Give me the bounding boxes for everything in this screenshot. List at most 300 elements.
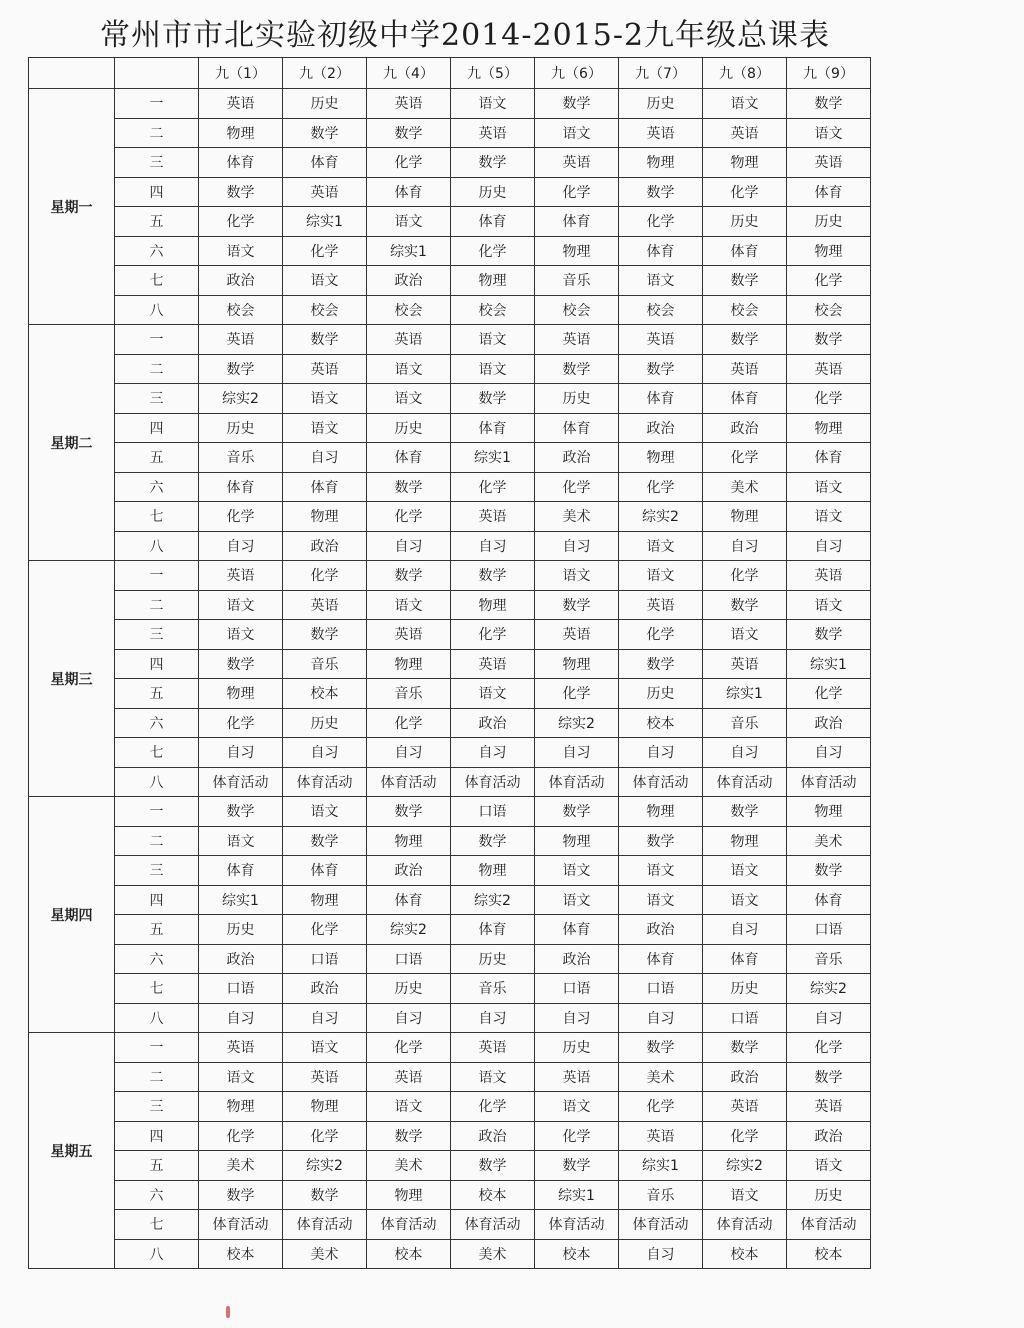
subject-cell: 英语 — [703, 118, 787, 148]
subject-cell: 物理 — [199, 679, 283, 709]
subject-cell: 音乐 — [787, 944, 871, 974]
period-label: 七 — [115, 502, 199, 532]
subject-cell: 综实1 — [703, 679, 787, 709]
period-label: 六 — [115, 236, 199, 266]
subject-cell: 体育活动 — [367, 767, 451, 797]
subject-cell: 数学 — [199, 177, 283, 207]
subject-cell: 语文 — [535, 118, 619, 148]
subject-cell: 物理 — [283, 502, 367, 532]
subject-cell: 英语 — [451, 502, 535, 532]
period-row — [29, 590, 871, 620]
subject-cell: 英语 — [199, 325, 283, 355]
subject-cell: 政治 — [283, 531, 367, 561]
period-row — [29, 118, 871, 148]
subject-cell: 语文 — [787, 472, 871, 502]
subject-cell: 物理 — [199, 1092, 283, 1122]
subject-cell: 美术 — [367, 1151, 451, 1181]
subject-cell: 英语 — [787, 354, 871, 384]
subject-cell: 物理 — [703, 502, 787, 532]
subject-cell: 自习 — [787, 738, 871, 768]
subject-cell: 校本 — [787, 1239, 871, 1269]
subject-cell: 体育 — [451, 413, 535, 443]
subject-cell: 化学 — [199, 1121, 283, 1151]
subject-cell: 综实2 — [619, 502, 703, 532]
class-header: 九（6） — [535, 58, 619, 89]
subject-cell: 物理 — [367, 1180, 451, 1210]
subject-cell: 校本 — [703, 1239, 787, 1269]
subject-cell: 语文 — [787, 1151, 871, 1181]
period-label: 一 — [115, 1033, 199, 1063]
period-row — [29, 413, 871, 443]
subject-cell: 数学 — [703, 325, 787, 355]
subject-cell: 数学 — [367, 561, 451, 591]
period-label: 二 — [115, 354, 199, 384]
subject-cell: 综实2 — [199, 384, 283, 414]
subject-cell: 音乐 — [283, 649, 367, 679]
subject-cell: 物理 — [367, 826, 451, 856]
subject-cell: 校会 — [787, 295, 871, 325]
subject-cell: 语文 — [787, 118, 871, 148]
subject-cell: 语文 — [199, 1062, 283, 1092]
subject-cell: 物理 — [451, 856, 535, 886]
subject-cell: 自习 — [703, 738, 787, 768]
subject-cell: 英语 — [283, 177, 367, 207]
period-label: 四 — [115, 885, 199, 915]
subject-cell: 体育 — [619, 944, 703, 974]
subject-cell: 语文 — [367, 384, 451, 414]
subject-cell: 综实2 — [367, 915, 451, 945]
subject-cell: 语文 — [367, 354, 451, 384]
subject-cell: 语文 — [199, 620, 283, 650]
subject-cell: 物理 — [619, 797, 703, 827]
subject-cell: 政治 — [199, 266, 283, 296]
subject-cell: 英语 — [367, 325, 451, 355]
subject-cell: 政治 — [619, 413, 703, 443]
subject-cell: 数学 — [451, 826, 535, 856]
subject-cell: 语文 — [283, 413, 367, 443]
subject-cell: 政治 — [451, 708, 535, 738]
subject-cell: 数学 — [367, 472, 451, 502]
subject-cell: 校本 — [535, 1239, 619, 1269]
subject-cell: 体育活动 — [199, 767, 283, 797]
subject-cell: 自习 — [535, 531, 619, 561]
subject-cell: 物理 — [535, 826, 619, 856]
period-label: 五 — [115, 915, 199, 945]
period-label: 一 — [115, 89, 199, 119]
subject-cell: 化学 — [619, 472, 703, 502]
period-label: 八 — [115, 531, 199, 561]
subject-cell: 语文 — [787, 590, 871, 620]
subject-cell: 数学 — [619, 1033, 703, 1063]
subject-cell: 语文 — [535, 885, 619, 915]
subject-cell: 校本 — [451, 1180, 535, 1210]
period-label: 八 — [115, 767, 199, 797]
subject-cell: 历史 — [451, 944, 535, 974]
period-label: 一 — [115, 797, 199, 827]
subject-cell: 语文 — [787, 502, 871, 532]
period-row — [29, 915, 871, 945]
subject-cell: 英语 — [283, 590, 367, 620]
period-row — [29, 531, 871, 561]
subject-cell: 体育 — [199, 148, 283, 178]
subject-cell: 美术 — [199, 1151, 283, 1181]
subject-cell: 物理 — [451, 590, 535, 620]
subject-cell: 音乐 — [703, 708, 787, 738]
period-row — [29, 1151, 871, 1181]
subject-cell: 自习 — [787, 1003, 871, 1033]
period-label: 二 — [115, 590, 199, 620]
subject-cell: 语文 — [619, 885, 703, 915]
subject-cell: 自习 — [367, 1003, 451, 1033]
subject-cell: 化学 — [703, 561, 787, 591]
header-row — [29, 58, 871, 89]
period-row — [29, 325, 871, 355]
period-label: 八 — [115, 1003, 199, 1033]
period-row — [29, 1121, 871, 1151]
period-row — [29, 1239, 871, 1269]
subject-cell: 数学 — [367, 797, 451, 827]
subject-cell: 数学 — [367, 118, 451, 148]
subject-cell: 数学 — [199, 354, 283, 384]
subject-cell: 物理 — [787, 413, 871, 443]
subject-cell: 化学 — [535, 177, 619, 207]
subject-cell: 政治 — [451, 1121, 535, 1151]
subject-cell: 自习 — [703, 531, 787, 561]
subject-cell: 体育 — [283, 148, 367, 178]
page-title: 常州市市北实验初级中学2014-2015-2九年级总课表 — [100, 18, 831, 53]
subject-cell: 自习 — [535, 738, 619, 768]
subject-cell: 英语 — [283, 1062, 367, 1092]
subject-cell: 化学 — [367, 1033, 451, 1063]
period-label: 七 — [115, 738, 199, 768]
subject-cell: 综实2 — [283, 1151, 367, 1181]
subject-cell: 音乐 — [199, 443, 283, 473]
subject-cell: 政治 — [787, 1121, 871, 1151]
subject-cell: 英语 — [535, 325, 619, 355]
period-label: 五 — [115, 207, 199, 237]
subject-cell: 口语 — [619, 974, 703, 1004]
subject-cell: 自习 — [367, 738, 451, 768]
subject-cell: 体育活动 — [535, 767, 619, 797]
period-row — [29, 974, 871, 1004]
subject-cell: 数学 — [787, 620, 871, 650]
subject-cell: 口语 — [451, 797, 535, 827]
period-label: 五 — [115, 443, 199, 473]
subject-cell: 综实2 — [451, 885, 535, 915]
subject-cell: 自习 — [199, 531, 283, 561]
subject-cell: 英语 — [787, 561, 871, 591]
day-label: 星期五 — [29, 1033, 115, 1269]
subject-cell: 语文 — [619, 531, 703, 561]
subject-cell: 英语 — [451, 118, 535, 148]
subject-cell: 化学 — [451, 472, 535, 502]
subject-cell: 英语 — [619, 325, 703, 355]
subject-cell: 体育活动 — [619, 1210, 703, 1240]
day-label: 星期三 — [29, 561, 115, 797]
period-row — [29, 266, 871, 296]
period-row — [29, 472, 871, 502]
subject-cell: 英语 — [451, 1033, 535, 1063]
subject-cell: 体育 — [787, 443, 871, 473]
subject-cell: 校本 — [283, 679, 367, 709]
period-label: 二 — [115, 826, 199, 856]
subject-cell: 语文 — [283, 266, 367, 296]
subject-cell: 数学 — [199, 797, 283, 827]
subject-cell: 语文 — [451, 89, 535, 119]
period-row — [29, 856, 871, 886]
period-label: 二 — [115, 1062, 199, 1092]
subject-cell: 英语 — [535, 620, 619, 650]
subject-cell: 历史 — [199, 413, 283, 443]
subject-cell: 语文 — [283, 797, 367, 827]
subject-cell: 体育活动 — [703, 1210, 787, 1240]
subject-cell: 化学 — [703, 1121, 787, 1151]
subject-cell: 体育 — [451, 207, 535, 237]
subject-cell: 综实2 — [787, 974, 871, 1004]
class-header: 九（5） — [451, 58, 535, 89]
subject-cell: 数学 — [787, 856, 871, 886]
subject-cell: 英语 — [703, 354, 787, 384]
subject-cell: 物理 — [619, 148, 703, 178]
subject-cell: 综实2 — [703, 1151, 787, 1181]
subject-cell: 语文 — [283, 384, 367, 414]
subject-cell: 化学 — [367, 502, 451, 532]
subject-cell: 综实1 — [619, 1151, 703, 1181]
subject-cell: 综实1 — [787, 649, 871, 679]
subject-cell: 历史 — [283, 89, 367, 119]
period-label: 五 — [115, 1151, 199, 1181]
subject-cell: 化学 — [535, 679, 619, 709]
subject-cell: 化学 — [451, 1092, 535, 1122]
subject-cell: 自习 — [451, 1003, 535, 1033]
subject-cell: 英语 — [619, 1121, 703, 1151]
period-row — [29, 944, 871, 974]
subject-cell: 校本 — [367, 1239, 451, 1269]
subject-cell: 化学 — [199, 708, 283, 738]
subject-cell: 体育活动 — [367, 1210, 451, 1240]
period-row — [29, 679, 871, 709]
period-row — [29, 148, 871, 178]
period-row — [29, 738, 871, 768]
period-label: 四 — [115, 649, 199, 679]
subject-cell: 历史 — [619, 679, 703, 709]
subject-cell: 体育 — [535, 915, 619, 945]
class-header: 九（8） — [703, 58, 787, 89]
period-label: 六 — [115, 472, 199, 502]
subject-cell: 语文 — [199, 590, 283, 620]
subject-cell: 历史 — [367, 974, 451, 1004]
period-row — [29, 236, 871, 266]
period-row — [29, 295, 871, 325]
period-label: 八 — [115, 295, 199, 325]
subject-cell: 综实1 — [451, 443, 535, 473]
subject-cell: 综实1 — [199, 885, 283, 915]
period-row — [29, 826, 871, 856]
subject-cell: 美术 — [619, 1062, 703, 1092]
subject-cell: 自习 — [283, 1003, 367, 1033]
subject-cell: 语文 — [367, 590, 451, 620]
subject-cell: 英语 — [619, 118, 703, 148]
subject-cell: 政治 — [703, 1062, 787, 1092]
subject-cell: 英语 — [367, 89, 451, 119]
subject-cell: 体育活动 — [199, 1210, 283, 1240]
subject-cell: 数学 — [703, 1033, 787, 1063]
subject-cell: 语文 — [703, 856, 787, 886]
subject-cell: 语文 — [451, 325, 535, 355]
subject-cell: 校会 — [535, 295, 619, 325]
subject-cell: 语文 — [619, 856, 703, 886]
subject-cell: 物理 — [703, 826, 787, 856]
subject-cell: 数学 — [619, 177, 703, 207]
subject-cell: 自习 — [367, 531, 451, 561]
subject-cell: 化学 — [367, 148, 451, 178]
subject-cell: 美术 — [703, 472, 787, 502]
subject-cell: 英语 — [367, 1062, 451, 1092]
period-label: 一 — [115, 561, 199, 591]
subject-cell: 体育活动 — [451, 767, 535, 797]
class-header: 九（4） — [367, 58, 451, 89]
period-row — [29, 797, 871, 827]
subject-cell: 数学 — [703, 797, 787, 827]
subject-cell: 口语 — [367, 944, 451, 974]
subject-cell: 语文 — [367, 1092, 451, 1122]
subject-cell: 自习 — [535, 1003, 619, 1033]
subject-cell: 自习 — [787, 531, 871, 561]
subject-cell: 数学 — [283, 620, 367, 650]
subject-cell: 数学 — [283, 325, 367, 355]
subject-cell: 体育 — [703, 944, 787, 974]
subject-cell: 口语 — [199, 974, 283, 1004]
subject-cell: 美术 — [451, 1239, 535, 1269]
subject-cell: 语文 — [283, 1033, 367, 1063]
period-row — [29, 384, 871, 414]
stray-ink-mark — [226, 1306, 230, 1318]
subject-cell: 体育 — [787, 177, 871, 207]
subject-cell: 历史 — [787, 1180, 871, 1210]
subject-cell: 化学 — [451, 620, 535, 650]
subject-cell: 化学 — [787, 679, 871, 709]
subject-cell: 英语 — [199, 89, 283, 119]
day-label: 星期二 — [29, 325, 115, 561]
subject-cell: 体育活动 — [619, 767, 703, 797]
period-label: 二 — [115, 118, 199, 148]
subject-cell: 化学 — [283, 915, 367, 945]
period-row — [29, 443, 871, 473]
period-row — [29, 354, 871, 384]
subject-cell: 数学 — [451, 148, 535, 178]
subject-cell: 美术 — [283, 1239, 367, 1269]
subject-cell: 体育活动 — [787, 1210, 871, 1240]
subject-cell: 物理 — [367, 649, 451, 679]
period-label: 八 — [115, 1239, 199, 1269]
subject-cell: 化学 — [199, 502, 283, 532]
subject-cell: 自习 — [451, 738, 535, 768]
subject-cell: 体育 — [367, 443, 451, 473]
period-label: 四 — [115, 1121, 199, 1151]
subject-cell: 化学 — [367, 708, 451, 738]
subject-cell: 化学 — [787, 384, 871, 414]
subject-cell: 校本 — [619, 708, 703, 738]
subject-cell: 数学 — [451, 561, 535, 591]
subject-cell: 英语 — [535, 148, 619, 178]
subject-cell: 体育活动 — [451, 1210, 535, 1240]
subject-cell: 物理 — [451, 266, 535, 296]
subject-cell: 口语 — [703, 1003, 787, 1033]
period-label: 四 — [115, 413, 199, 443]
subject-cell: 体育 — [451, 915, 535, 945]
subject-cell: 历史 — [199, 915, 283, 945]
subject-cell: 数学 — [283, 826, 367, 856]
subject-cell: 化学 — [787, 1033, 871, 1063]
subject-cell: 美术 — [787, 826, 871, 856]
subject-cell: 物理 — [787, 797, 871, 827]
period-label: 七 — [115, 974, 199, 1004]
subject-cell: 音乐 — [367, 679, 451, 709]
subject-cell: 语文 — [619, 561, 703, 591]
subject-cell: 自习 — [619, 1239, 703, 1269]
period-label: 三 — [115, 620, 199, 650]
period-row — [29, 177, 871, 207]
subject-cell: 历史 — [451, 177, 535, 207]
subject-cell: 体育 — [367, 177, 451, 207]
subject-cell: 数学 — [787, 325, 871, 355]
subject-cell: 化学 — [199, 207, 283, 237]
subject-cell: 语文 — [451, 1062, 535, 1092]
subject-cell: 体育活动 — [283, 1210, 367, 1240]
subject-cell: 校本 — [199, 1239, 283, 1269]
subject-cell: 数学 — [787, 89, 871, 119]
subject-cell: 体育 — [619, 384, 703, 414]
period-row — [29, 708, 871, 738]
subject-cell: 语文 — [367, 207, 451, 237]
subject-cell: 数学 — [619, 826, 703, 856]
subject-cell: 校会 — [703, 295, 787, 325]
subject-cell: 口语 — [283, 944, 367, 974]
class-header: 九（1） — [199, 58, 283, 89]
subject-cell: 政治 — [787, 708, 871, 738]
subject-cell: 体育 — [703, 236, 787, 266]
period-label: 一 — [115, 325, 199, 355]
subject-cell: 语文 — [619, 266, 703, 296]
subject-cell: 体育活动 — [787, 767, 871, 797]
subject-cell: 自习 — [283, 443, 367, 473]
subject-cell: 政治 — [199, 944, 283, 974]
corner-cell — [115, 58, 199, 89]
subject-cell: 英语 — [703, 1092, 787, 1122]
subject-cell: 历史 — [619, 89, 703, 119]
subject-cell: 英语 — [199, 1033, 283, 1063]
subject-cell: 数学 — [535, 354, 619, 384]
subject-cell: 体育 — [283, 856, 367, 886]
subject-cell: 数学 — [451, 384, 535, 414]
subject-cell: 物理 — [787, 236, 871, 266]
subject-cell: 政治 — [367, 856, 451, 886]
day-label: 星期四 — [29, 797, 115, 1033]
subject-cell: 政治 — [283, 974, 367, 1004]
subject-cell: 物理 — [283, 885, 367, 915]
subject-cell: 校会 — [367, 295, 451, 325]
subject-cell: 英语 — [787, 148, 871, 178]
subject-cell: 物理 — [535, 236, 619, 266]
subject-cell: 语文 — [451, 354, 535, 384]
subject-cell: 历史 — [283, 708, 367, 738]
class-header: 九（7） — [619, 58, 703, 89]
subject-cell: 英语 — [451, 649, 535, 679]
subject-cell: 化学 — [619, 207, 703, 237]
subject-cell: 数学 — [283, 1180, 367, 1210]
subject-cell: 体育 — [619, 236, 703, 266]
subject-cell: 英语 — [535, 1062, 619, 1092]
